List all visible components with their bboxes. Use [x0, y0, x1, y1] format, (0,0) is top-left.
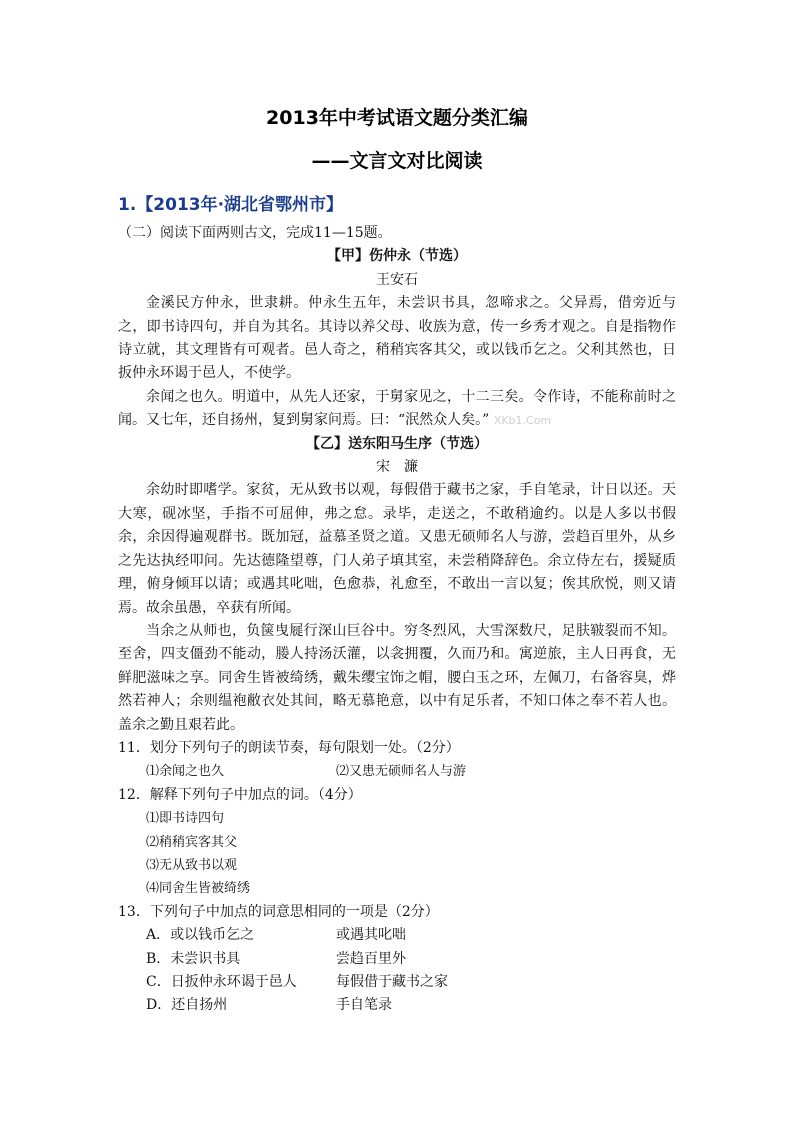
passage-yi-paragraph-2: 当余之从师也，负箧曳屣行深山巨谷中。穷冬烈风，大雪深数尺，足肤皲裂而不知。至舍，四支僵劲不能动，媵人持汤沃灌，以衾拥覆，久而乃和。寓逆旅，主人日再食，无鲜肥滋味之享。同舍生皆被绮绣，戴朱缨宝饰之帽，腰白玉之环，左佩刀，右备容臭，烨然若神人；余则缊袍敝衣处其间，略无慕艳意，以中有足乐者，不知口体之奉不若人也。盖余之勤且艰若此。 [118, 622, 676, 733]
option-left: B．未尝识书具 [146, 950, 241, 967]
passage-yi-title: 【乙】送东阳马生序（节选） [306, 435, 488, 452]
option-right: 每假借于藏书之家 [336, 974, 448, 990]
question-12-item: ⑵稍稍宾客其父 [146, 834, 238, 850]
passage-yi-author: 宋 濂 [376, 459, 418, 476]
question-11: 11．划分下列句子的朗读节奏，每句限划一处。（2分） [118, 739, 460, 756]
option-left: A．或以钱币乞之 [146, 927, 255, 944]
question-12-item: ⑷同舍生皆被绮绣 [146, 881, 251, 897]
watermark: XKb1.Com [493, 414, 552, 428]
question-13-option-b [118, 948, 676, 971]
passage-jia-title: 【甲】伤仲永（节选） [327, 248, 467, 265]
passage-jia-paragraph-2 [118, 386, 676, 433]
passage-yi-paragraph-1: 余幼时即嗜学。家贫，无从致书以观，每假借于藏书之家，手自笔录，计日以还。天大寒，砚冰坚，手指不可屈伸，弗之怠。录毕，走送之，不敢稍逾约。以是人多以书假余，余因得遍观群书。既加冠，益慕圣贤之道。又患无硕师名人与游，尝趋百里外，从乡之先达执经叩问。先达德隆望尊，门人弟子填其室，未尝稍降辞色。余立侍左右，援疑质理，俯身倾耳以请；或遇其叱咄，色愈恭，礼愈至，不敢出一言以复；俟其欣悦，则又请焉。故余虽愚，卒获有所闻。 [118, 482, 676, 616]
intro-text: （二）阅读下面两则古文，完成11—15题。 [118, 225, 392, 241]
question-11-items [118, 760, 676, 783]
option-right: 尝趋百里外 [336, 950, 406, 967]
question-12: 12．解释下列句子中加点的词。（4分） [118, 786, 362, 803]
question-12-item: ⑴即书诗四句 [146, 811, 225, 827]
question-13-option-d [118, 994, 676, 1017]
option-left: C．日扳仲永环谒于邑人 [146, 974, 297, 990]
question-12-item: ⑶无从致书以观 [146, 857, 238, 873]
passage-jia-paragraph-2-text: 余闻之也久。明道中，从先人还家，于舅家见之，十二三矣。令作诗，不能称前时之闻。又七年，还自扬州，复到舅家问焉。曰：“泯然众人矣。” [118, 388, 676, 429]
passage-jia-author: 王安石 [376, 271, 418, 288]
question-11-item-b: ⑵又患无硕师名人与游 [336, 764, 467, 780]
section-heading: 1.【2013年·湖北省鄂州市】 [118, 195, 344, 215]
option-right: 或遇其叱咄 [336, 927, 406, 944]
document-body [118, 222, 676, 1018]
passage-jia-paragraph-1: 金溪民方仲永，世隶耕。仲永生五年，未尝识书具，忽啼求之。父异焉，借旁近与之，即书诗四句，并自为其名。其诗以养父母、收族为意，传一乡秀才观之。自是指物作诗立就，其文理皆有可观者。邑人奇之，稍稍宾客其父，或以钱币乞之。父利其然也，日扳仲永环谒于邑人，不使学。 [118, 295, 676, 382]
question-13-option-c [118, 971, 676, 994]
question-13: 13．下列句子中加点的词意思相同的一项是（2分） [118, 903, 439, 920]
document-title: 2013年中考试语文题分类汇编 [266, 107, 528, 129]
question-13-option-a [118, 924, 676, 947]
question-11-item-a: ⑴余闻之也久 [146, 764, 225, 780]
document-subtitle: ——文言文对比阅读 [311, 150, 483, 172]
option-left: D．还自扬州 [146, 997, 228, 1014]
option-right: 手自笔录 [336, 997, 392, 1014]
